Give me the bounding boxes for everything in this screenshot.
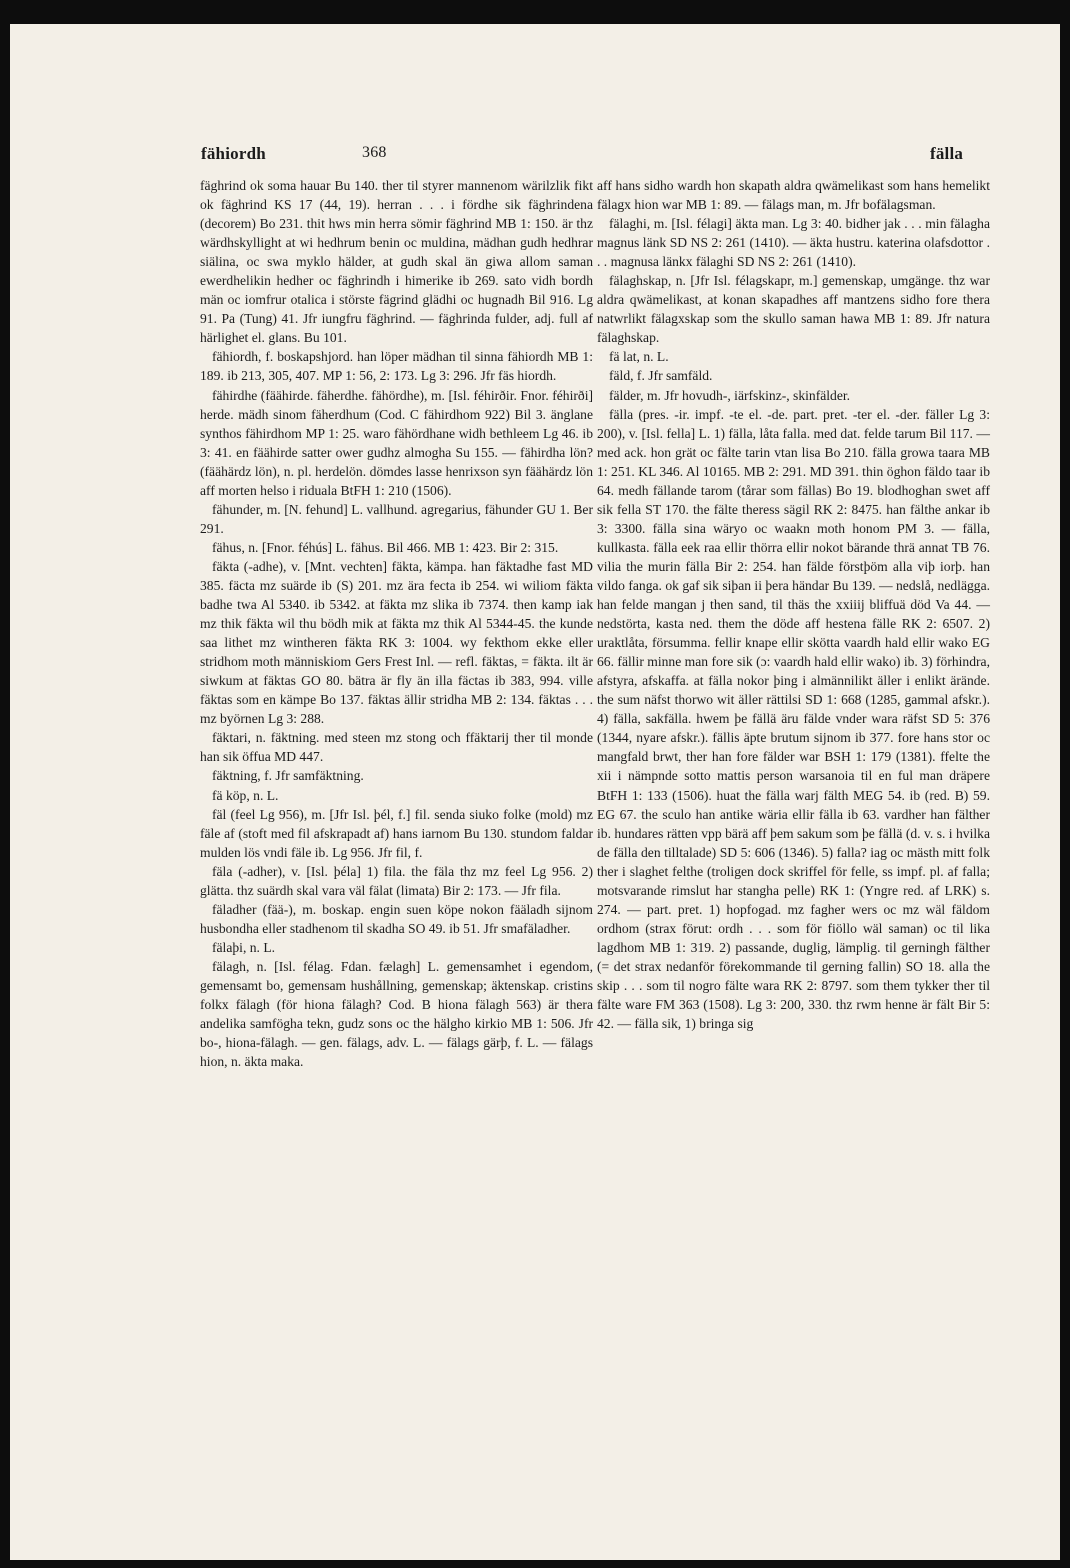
- dictionary-entry: fähiordh, f. boskapshjord. han löper mädhan til sinna fähiordh MB 1: 189. ib 213, 305, 407. MP 1: 56, 2: 173. Lg 3: 296. Jfr fäs hiordh.: [200, 349, 593, 384]
- dictionary-entry: fäktning, f. Jfr samfäktning.: [212, 768, 364, 784]
- dictionary-entry: fäld, f. Jfr samfäld.: [609, 368, 713, 384]
- dictionary-entry: fäladher (fää-), m. boskap. engin suen köpe nokon fääladh sijnom husbondha eller stadhenom til skadha SO 49. ib 51. Jfr smafäladher.: [200, 901, 593, 936]
- page-number: 368: [362, 144, 387, 161]
- entry-continuation: aff hans sidho wardh hon skapath aldra qwämelikast som hans hemelikt fälagx hion war MB 1: 89. — fälags man, m. Jfr bofälagsman.: [597, 178, 990, 213]
- dictionary-entry: fä lat, n. L.: [609, 349, 669, 365]
- dictionary-entry: fähirdhe (fäähirde. fäherdhe. fähördhe), m. [Isl. féhirðir. Fnor. féhirði] herde. mädh sinom fäherdhum (Cod. C fähirdhom 922) Bil 3. änglane synthos fähirdhom MP 1: 25. waro fähördhane widh bethleem Lg 46. ib 3: 41. en fäähirde satter ower gudhz almogha Su 155. — fähirdha lön? (fäähärdz lön), n. pl. herdelön. dömdes lasse henrixson syn fäähärdz lön aff morten helso i riduala BtFH 1: 210 (1506).: [200, 387, 593, 498]
- dictionary-entry: fälagh, n. [Isl. félag. Fdan. fælagh] L. gemensamhet i egendom, gemensamt bo, gemensam hushållning, gemenskap; äktenskap. cristins folkx fälagh (för hiona fälagh? Cod. B hiona fälagh 563) är thera andelika samfögha tekn, gudz sons oc the hälgho kirkio MB 1: 506. Jfr bo-, hiona-fälagh. — gen. fälags, adv. L. — fälags gärþ, f. L. — fälags hion, n. äkta maka.: [200, 958, 593, 1070]
- running-head-right: fälla: [930, 144, 964, 163]
- right-column: [597, 176, 990, 1033]
- dictionary-page: [10, 24, 1060, 1560]
- left-column: [200, 176, 593, 1071]
- entry-continuation: fäghrind ok soma hauar Bu 140. ther til styrer mannenom wärilzlik fikt ok fäghrind KS 17 (44, 19). herran . . . i fördhe sik fäghrindena (decorem) Bo 231. thit hws min herra sömir fäghrind MB 1: 150. är thz wärdhskyllight at wi hedhrum benin oc muldina, mädhan gudh hedhrar siälina, oc swa myklo hälder, at gudh skal än giwa allom saman ewerdhelikin hedher oc fäghrindh i himerike ib 269. sato vidh bordh män oc iomfrur otalica i störste fägrind glädhi oc hugnadh Bil 916. Lg 91. Pa (Tung) 41. Jfr iungfru fäghrind. — fäghrinda fulder, adj. full af härlighet el. glans. Bu 101.: [200, 178, 593, 346]
- dictionary-entry: fähunder, m. [N. fehund] L. vallhund. agregarius, fähunder GU 1. Ber 291.: [200, 501, 593, 536]
- dictionary-entry: fäl (feel Lg 956), m. [Jfr Isl. þél, f.] fil. senda siuko folke (mold) mz fäle af (stoft med fil afskrapadt af) hans iarnom Bu 130. stundom faldar mulden lös vndi fäle ib. Lg 956. Jfr fil, f.: [200, 806, 593, 860]
- dictionary-entry: fäkta (-adhe), v. [Mnt. vechten] fäkta, kämpa. han fäktadhe fast MD 385. fäcta mz suärde ib (S) 201. mz ära fecta ib 254. wi wiliom fäkta badhe twa Al 5340. ib 5342. at fäkta mz slika ib 7374. then kamp iak mz thik fäkta wil thu bödh mik at fäkta mz thik Al 5344-45. the kunde saa lithet mz wintheren fäkta RK 3: 1004. wy fekthom ekke eller stridhom moth människiom Gers Frest Inl. — refl. fäktas, = fäkta. ilt är siwkum at fäktas GO 80. bätra är fly än illa fäctas ib 383, 994. ville fäktas som en kämpe Bo 137. fäktas ällir stridha MB 2: 134. fäktas . . . mz byörnen Lg 3: 288.: [200, 558, 593, 727]
- dictionary-entry: fälaghi, m. [Isl. félagi] äkta man. Lg 3: 40. bidher jak . . . min fälagha magnus länk SD NS 2: 261 (1410). — äkta hustru. katerina olafsdottor . . . magnusa länkx fälaghi SD NS 2: 261 (1410).: [597, 216, 990, 270]
- dictionary-entry: fälaghskap, n. [Jfr Isl. félagskapr, m.] gemenskap, umgänge. thz war aldra qwämelikast, at konan skapadhes aff mantzens sidho fore thera natwrlikt fälagxskap som the skullo saman hawa MB 1: 89. Jfr natura fälaghskap.: [597, 273, 990, 346]
- dictionary-entry: fälder, m. Jfr hovudh-, iärfskinz-, skinfälder.: [609, 387, 851, 403]
- dictionary-entry: fälaþi, n. L.: [212, 939, 276, 955]
- running-head-left: fähiordh: [201, 144, 266, 163]
- dictionary-entry: fäla (-adher), v. [Isl. þéla] 1) fila. the fäla thz mz feel Lg 956. 2) glätta. thz suärdh skal vara väl fälat (limata) Bir 2: 173. — Jfr fila.: [200, 863, 593, 898]
- dictionary-entry: fä köp, n. L.: [212, 787, 279, 803]
- dictionary-entry: fähus, n. [Fnor. féhús] L. fähus. Bil 466. MB 1: 423. Bir 2: 315.: [212, 539, 559, 555]
- dictionary-entry: fälla (pres. -ir. impf. -te el. -de. part. pret. -ter el. -der. fäller Lg 3: 200), v. [Isl. fella] L. 1) fälla, låta falla. med dat. felde tarum Bil 117. — med ack. hon grät oc fälte tarin vtan lisa Bo 210. fälla growa taara MB 1: 251. KL 346. Al 10165. MB 2: 291. MD 391. thin öghon fäldo taar ib 64. medh fällande tarom (tårar som fällas) Bo 19. blodhoghan swet aff sik fella ST 170. the fälte theress sägil RK 2: 8475. han fälthe ankar ib 3: 3300. fälla sina wäryo oc waakn moth honom PM 3. — fälla, kullkasta. fälla eek raa ellir thörra ellir nokot bärande thrä annat TB 76. vilia the murin fälla Bir 2: 254. han fälde förstþöm alla viþ iorþ. han vildo fanga. ok gaf sik siþan ii þera händar Bu 139. — nedslå, nedlägga. han felde mangan j then sand, til thäs the xxiiij bliffuä död Va 44. — nedstörta, kasta ned. them the döde aff hestena fälle RK 2: 6507. 2) uraktlåta, försumma. fellir knape ellir skötta vaardh hald ellir wako EG 66. fällir minne man fore sik (ɔ: vaardh hald ellir wako) ib. 3) förhindra, afstyra, afskaffa. at fälla nokor þing i almännilikt äller i enlikt ärände. the sum näfst thorwo wit äller rättilsi SD 1: 668 (1285, gammal afskr.). 4) fälla, sakfälla. hwem þe fällä äru fälde vnder wara räfst SD 5: 376 (1344, nyare afskr.). fällis äpte brutum sijnom ib 377. fore hans stor oc mangfald brwt, ther han fore fälder war BSH 1: 179 (1381). ffelte the xii i nämpnde sotto mattis person warsanoia til en ful man dräpere BtFH 1: 133 (1506). huat the fälla warj fälth MEG 54. ib (red. B) 59. EG 67. the sculo han antike wäria ellir fälla ib 63. vardher han fälther ib. hundares rätten vpp bärä aff þem sakum som þe fällä (d. v. s. i hvilka de fälla den tilltalade) SD 5: 606 (1346). 5) falla? iag oc mästh mitt folk ther i slaghet felthe (troligen dock skriffel för felle, ss impf. pl. af falla; motsvarande rimslut har stangha pelle) RK 1: (Yngre red. af LRK) s. 274. — part. pret. 1) hopfogad. mz fagher wers oc mz wäl fäldom ordhom (strax förut: ordh . . . som för fiöllo wäl saman) oc til lika lagdhom MB 1: 319. 2) passande, duglig, lämplig. til gerningh fälther (= det strax nedanför förekommande til gerning fallin) SO 18. alla the skip . . . som til nogro fälte wara RK 2: 8797. som them tykker ther til fälte ware FM 363 (1508). Lg 3: 200, 330. thz rwm henne är fält Bir 5: 42. — fälla sik, 1) bringa sig: [597, 406, 990, 1032]
- dictionary-entry: fäktari, n. fäktning. med steen mz stong och ffäktarij ther til monde han sik öffua MD 447.: [200, 730, 593, 765]
